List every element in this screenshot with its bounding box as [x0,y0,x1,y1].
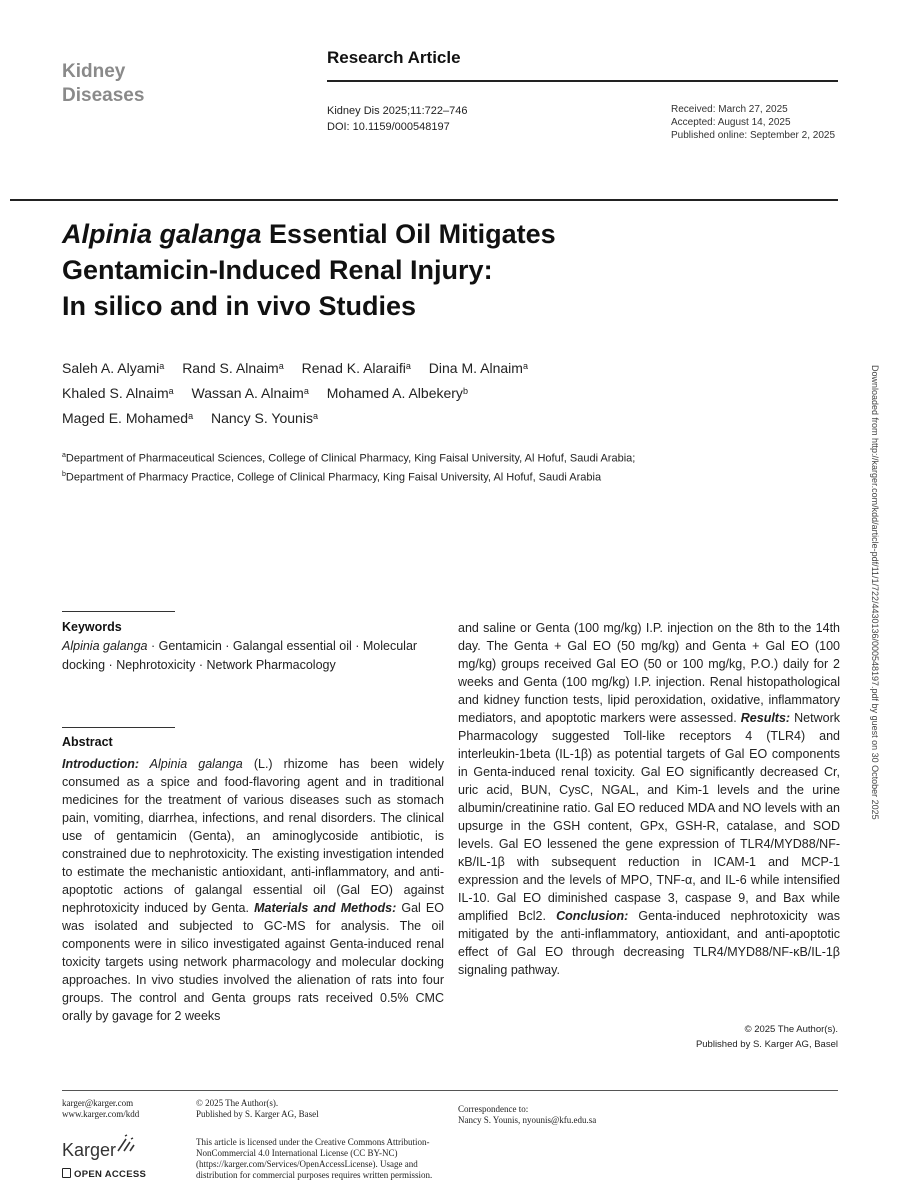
footer-copyright: © 2025 The Author(s). Published by S. Karger AG, Basel [196,1098,319,1119]
journal-name [62,60,182,108]
journal-name-line2: Diseases [62,85,145,106]
affil-b-sup: b [62,470,66,478]
affil-a: Department of Pharmaceutical Sciences, College of Clinical Pharmacy, King Faisal University, Al Hofuf, Saudi Arabia; [65,452,636,465]
author[interactable]: Dina M. Alnaim$^a$ [428,360,528,376]
abstract-heading: Abstract [62,735,113,749]
citation: Kidney Dis 2025;11:722–746 [327,105,468,117]
dates-block [671,103,835,142]
intro-label: Introduction: [62,757,140,771]
article-title [62,216,722,324]
keywords-list [62,637,422,674]
footer-contact [62,1098,139,1120]
doi-link[interactable]: DOI: 10.1159/000548197 [327,121,450,133]
author[interactable]: Mohamed A. Albekery$^b$ [326,385,468,401]
received-date: Received: March 27, 2025 [671,104,788,115]
citation-block [327,103,467,135]
abstract-copyright: © 2025 The Author(s). Published by S. Karger AG, Basel [695,1024,838,1050]
results-text: Network Pharmacology suggested Toll-like receptors 4 (TLR4) and interleukin-1beta (IL-1β) as potential targets of Gal EO components in Genta-induced renal toxicity. Gal EO significantly decreased Cr, uric acid, BUN, CysC, NGAL, and Kim-1 levels and the urine albumin/creatinine ratio. Gal EO reduced MDA and NO levels with an upsurge in the GSH content, GPx, GSH-R, catalase, and SOD levels. Gal EO lessened the gene expression of TLR4/MYD88/NF-κB/IL-1β with subsequent reduction in ICAM-1 and MCP-1 expression and the levels of MPO, TNF-α, and IL-6 while intensified IL-10. Gal EO diminished caspase 3, caspase 9, and Bax while amplified Bcl2. [458,711,840,923]
author[interactable]: Khaled S. Alnaim$^a$ [62,385,174,401]
intro-italic: Alpinia galanga [139,757,243,771]
conclusion-text: Genta-induced nephrotoxicity was mitigated by the anti-inflammatory, antioxidant, and anti-apoptotic effect of Gal EO through decreasing TLR4/MYD88/NF-κB/IL-1β signaling pathway. [458,909,840,977]
header-rule [327,80,838,82]
footer-email[interactable]: karger@karger.com [62,1098,134,1108]
correspondence-contact[interactable]: Nancy S. Younis, nyounis@kfu.edu.sa [458,1115,597,1125]
abstract-right-column [458,619,840,979]
title-italic: Alpinia galanga [62,219,262,249]
footer-correspondence: Correspondence to: Nancy S. Younis, nyounis@kfu.edu.sa [458,1104,758,1126]
keywords-rule [62,611,175,612]
title-line2: Gentamicin-Induced Renal Injury: [62,255,493,285]
footer-license: This article is licensed under the Creative Commons Attribution-NonCommercial 4.0 International License (CC BY-NC) (https://karger.com/Services/OpenAccessLicense). Usage and distribution for commercial purposes requires written permission. [196,1137,433,1180]
abstract-left-column [62,755,444,1025]
karger-logo: Karger [62,1140,117,1160]
keywords-rest: · Gentamicin · Galangal essential oil · Molecular docking · Nephrotoxicity · Network Pharmacology [62,639,418,672]
methods-text: Gal EO was isolated and subjected to GC-MS for analysis. The oil components were in silico investigated against Genta-induced renal toxicity targets using network pharmacology and molecular docking approaches. In vivo studies involved the alienation of rats into four groups. The control and Genta groups rats received 0.5% CMC orally by gavage for 2 weeks [62,901,444,1023]
author[interactable]: Saleh A. Alyami$^a$ [62,360,165,376]
title-line1-rest: Essential Oil Mitigates [261,219,556,249]
accepted-date: Accepted: August 14, 2025 [671,117,791,128]
title-rule [10,199,838,201]
abstract-rule [62,727,175,728]
lock-icon [62,1168,71,1178]
title-line3: In silico and in vivo Studies [62,291,417,321]
open-access-badge: OPEN ACCESS [62,1167,146,1180]
author[interactable]: Maged E. Mohamed$^a$ [62,410,194,426]
conclusion-label: Conclusion: [556,909,629,923]
keywords-heading: Keywords [62,620,122,634]
journal-name-line1: Kidney [62,61,126,82]
affil-a-sup: a [62,452,66,459]
author-list [62,356,702,431]
keyword-first: Alpinia galanga [62,639,148,653]
methods-label: Materials and Methods: [254,901,397,915]
author[interactable]: Renad K. Alaraifi$^a$ [301,360,411,376]
author[interactable]: Wassan A. Alnaim$^a$ [191,385,309,401]
results-label: Results: [740,711,791,725]
affiliations [62,448,682,485]
affil-b: Department of Pharmacy Practice, College of Clinical Pharmacy, King Faisal University, Al Hofuf, Saudi Arabia [65,471,602,484]
footer-website[interactable]: www.karger.com/kdd [62,1109,140,1119]
intro-text: (L.) rhizome has been widely consumed as a spice and food-flavoring agent and in traditional medicines for the treatment of various diseases such as stomach pain, vomiting, diarrhea, infections, and renal disorders. The clinical use of gentamicin (Genta), an aminoglycoside antibiotic, is constrained due to nephrotoxicity. The existing investigation intended to estimate the mechanistic antioxidant, anti-inflammatory, and anti-apoptotic actions of galangal essential oil (Gal EO) against nephrotoxicity induced by Genta. [62,757,444,915]
download-note: Downloaded from http://karger.com/kdd/article-pdf/11/1/722/4430136/000548197.pdf by guest on 30 October 2025 [870,365,880,820]
author[interactable]: Rand S. Alnaim$^a$ [182,360,284,376]
article-type: Research Article [327,48,461,67]
published-date: Published online: September 2, 2025 [671,130,836,141]
right-text: and saline or Genta (100 mg/kg) I.P. injection on the 8th to the 14th day. The Genta + Gal EO (50 mg/kg) and Genta + Gal EO (100 mg/kg) groups received Gal EO (50 or 100 mg/kg, P.O.) daily for 2 weeks and Genta (100 mg/kg) I.P. injection. Renal histopathological and kidney function tests, lipid peroxidation, oxidative, inflammatory mediators, and apoptotic markers were assessed. [458,621,840,725]
karger-mark-icon [116,1133,136,1153]
author[interactable]: Nancy S. Younis$^a$ [210,410,318,426]
footer-rule [62,1090,838,1091]
